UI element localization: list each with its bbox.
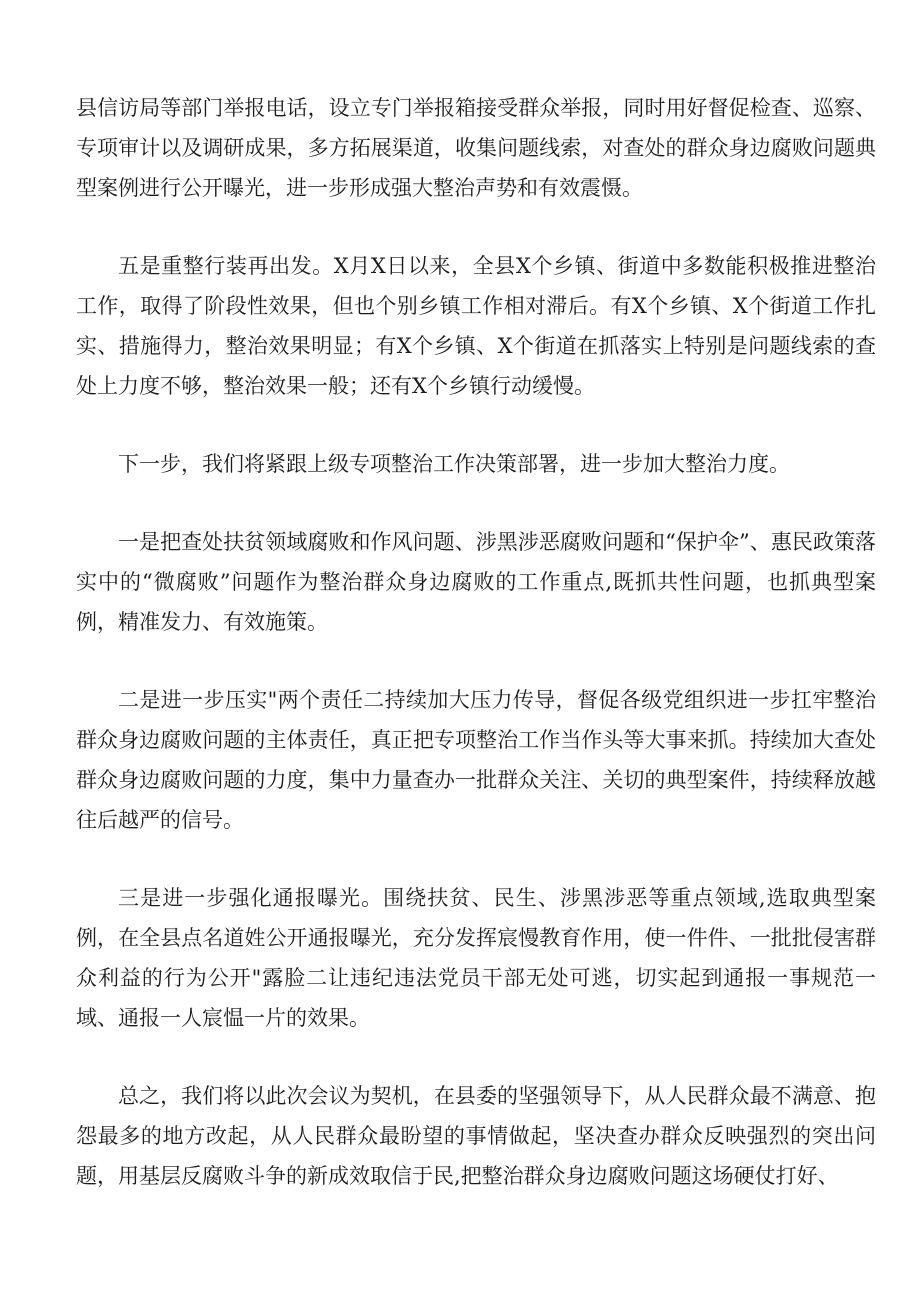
paragraph-3: 下一步，我们将紧跟上级专项整治工作决策部署，进一步加大整治力度。 [118, 452, 790, 476]
paragraph-2: 五是重整行装再出发。X月X日以来，全县X个乡镇、街道中多数能积极推进整治工作，取得了阶段性效果，但也个别乡镇工作相对滞后。有X个乡镇、X个街道工作扎实、措施得力，整治效果明显；有X个乡镇、X个街道在抓落实上特别是问题线索的查处上力度不够，整治效果一般；还有X个乡镇行动缓慢。 [76, 254, 876, 398]
paragraph-4: 一是把查处扶贫领域腐败和作风问题、涉黑涉恶腐败问题和“保护伞”、惠民政策落实中的“微腐败”问题作为整治群众身边腐败的工作重点,既抓共性问题，也抓典型案例，精准发力、有效施策。 [76, 530, 876, 634]
paragraph-6: 三是进一步强化通报曝光。围绕扶贫、民生、涉黑涉恶等重点领域,选取典型案例，在全县点名道姓公开通报曝光，充分发挥宸慢教育作用，使一件件、一批批侵害群众利益的行为公开"露脸二让违纪违法党员干部无处可逃，切实起到通报一事规范一域、通报一人宸愠一片的效果。 [76, 886, 876, 1030]
paragraph-7: 总之，我们将以此次会议为契机，在县委的坚强领导下，从人民群众最不满意、抱怨最多的地方改起，从人民群众最盼望的事情做起，坚决查办群众反映强烈的突出问题，用基层反腐败斗争的新成效取信于民,把整治群众身边腐败问题这场硬仗打好、 [76, 1084, 876, 1188]
paragraph-1: 县信访局等部门举报电话，设立专门举报箱接受群众举报，同时用好督促检查、巡察、专项审计以及调研成果，多方拓展渠道，收集问题线索，对查处的群众身边腐败问题典型案例进行公开曝光，进一步形成强大整治声势和有效震慑。 [76, 96, 876, 200]
paragraph-5: 二是进一步压实"两个责任二持续加大压力传导，督促各级党组织进一步扛牢整治群众身边腐败问题的主体责任，真正把专项整治工作当作头等大事来抓。持续加大查处群众身边腐败问题的力度，集中力量查办一批群众关注、关切的典型案件，持续释放越往后越严的信号。 [76, 688, 876, 832]
document-body [76, 88, 876, 1234]
